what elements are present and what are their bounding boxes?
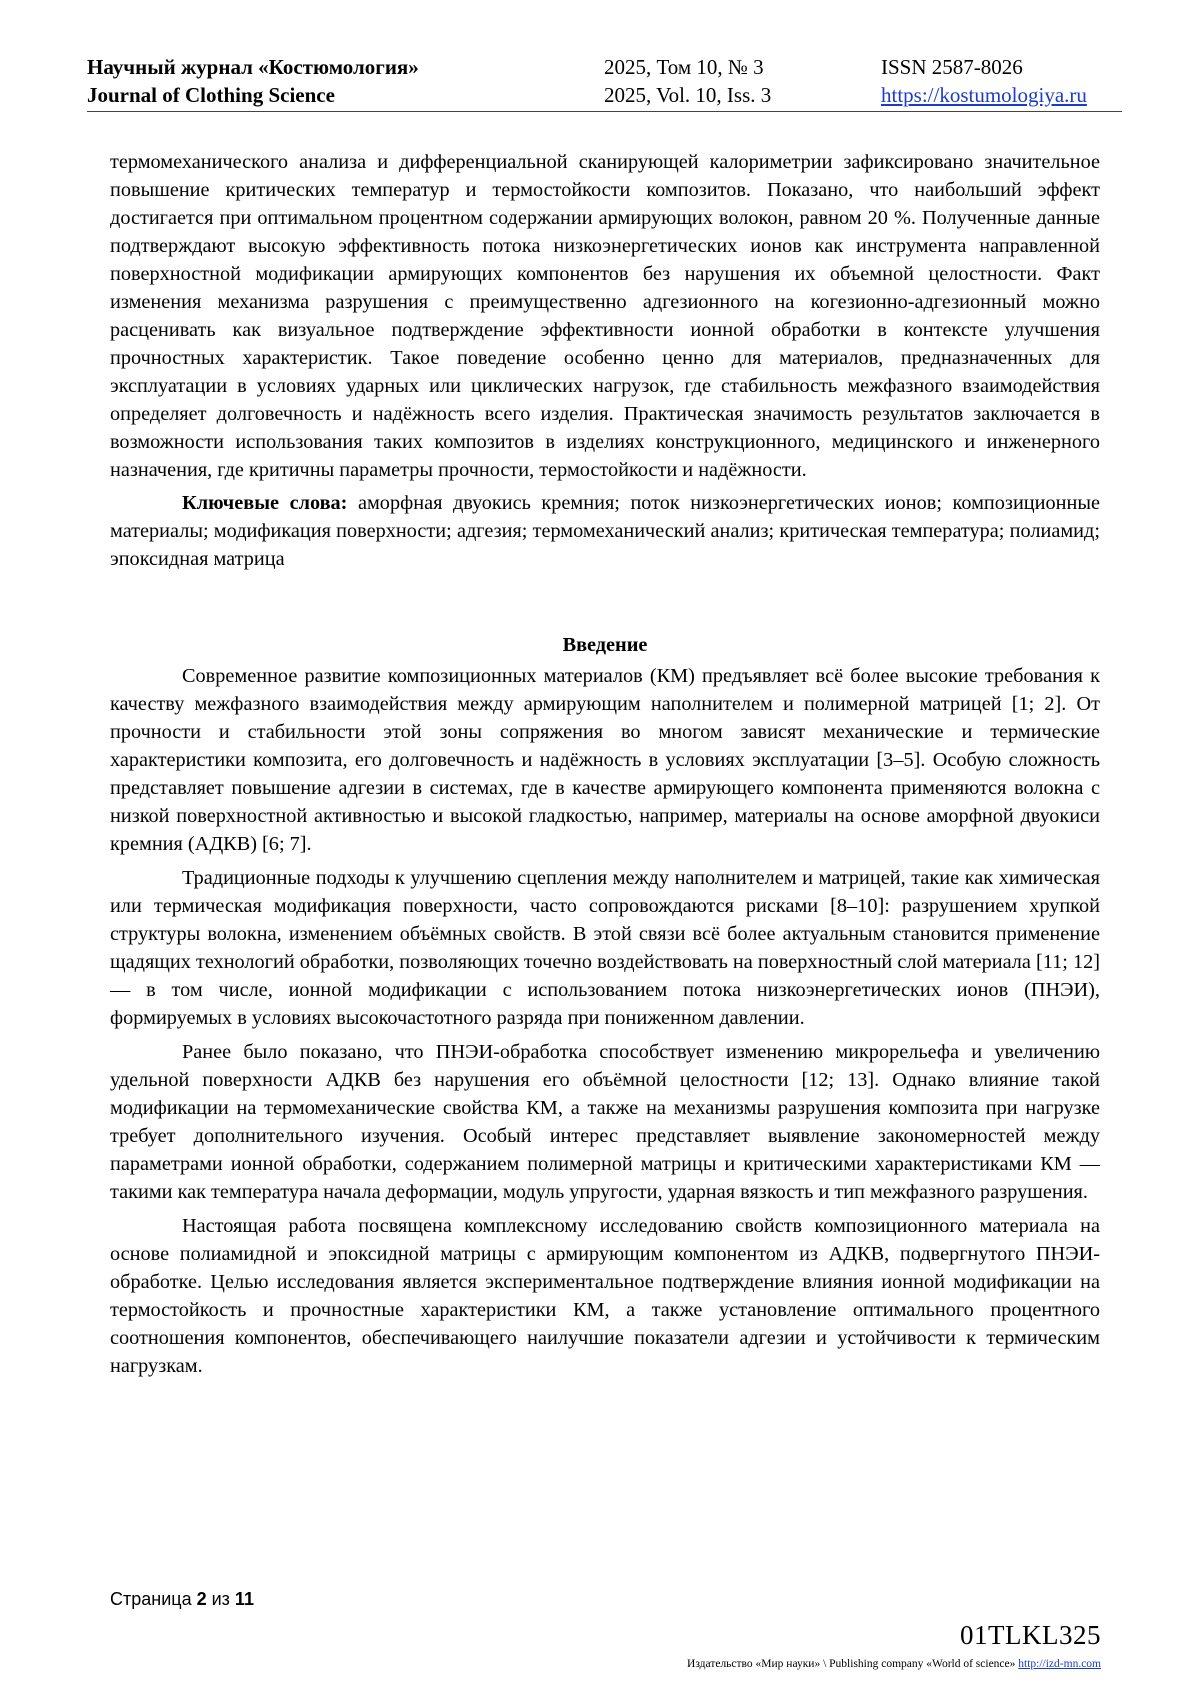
issue-ru: 2025, Том 10, № 3 <box>604 55 764 79</box>
page-number <box>110 1589 254 1610</box>
publisher-line <box>687 1658 1101 1670</box>
journal-title <box>87 53 419 109</box>
publisher-name: Издательство «Мир науки» \ Publishing company «World of science» <box>687 1658 1019 1670</box>
keywords-text: аморфная двуокись кремния; поток низкоэнергетических ионов; композиционные материалы; модификация поверхности; адгезия; термомеханический анализ; критическая температура; полиамид; эпоксидная матрица <box>110 492 1100 570</box>
section-title-introduction: Введение <box>562 634 648 656</box>
keywords-label: Ключевые слова: <box>182 492 348 514</box>
article-body <box>110 148 1100 1380</box>
issn: ISSN 2587-8026 <box>881 55 1023 79</box>
intro-paragraph: Современное развитие композиционных материалов (КМ) предъявляет всё более высокие требования к качеству межфазного взаимодействия между армирующим наполнителем и полимерной матрицей [1; 2]. От прочности и стабильности этой зоны сопряжения во многом зависят механические и термические характеристики композита, его долговечность и надёжность в условиях эксплуатации [3–5]. Особую сложность представляет повышение адгезии в системах, где в качестве армирующего компонента применяются волокна с низкой поверхностной активностью и высокой гладкостью, например, материалы на основе аморфной двуокиси кремния (АДКВ) [6; 7]. <box>110 665 1100 855</box>
journal-url-link[interactable]: https://kostumologiya.ru <box>881 83 1087 107</box>
page-header <box>87 53 1122 113</box>
intro-paragraph: Ранее было показано, что ПНЭИ-обработка способствует изменению микрорельефа и увеличению удельной поверхности АДКВ без нарушения его объёмной целостности [12; 13]. Однако влияние такой модификации на термомеханические свойства КМ, а также на механизмы разрушения композита при нагрузке требует дополнительного изучения. Особый интерес представляет выявление закономерностей между параметрами ионной обработки, содержанием полимерной матрицы и критическими характеристиками КМ — такими как температура начала деформации, модуль упругости, ударная вязкость и тип межфазного разрушения. <box>110 1041 1100 1203</box>
article-code: 01TLKL325 <box>960 1620 1101 1650</box>
intro-paragraph: Традиционные подходы к улучшению сцепления между наполнителем и матрицей, такие как химическая или термическая модификация поверхности, часто сопровождаются рисками [8–10]: разрушением хрупкой структуры волокна, изменением объёмных свойств. В этой связи всё более актуальным становится применение щадящих технологий обработки, позволяющих точечно воздействовать на поверхностный слой материала [11; 12] — в том числе, ионной модификации с использованием потока низкоэнергетических ионов (ПНЭИ), формируемых в условиях высокочастотного разряда при пониженном давлении. <box>110 867 1100 1029</box>
issue-en: 2025, Vol. 10, Iss. 3 <box>604 83 772 107</box>
page-mid: из <box>206 1589 235 1609</box>
page-current: 2 <box>196 1589 207 1609</box>
issue-info <box>604 53 771 109</box>
journal-title-en: Journal of Clothing Science <box>87 83 335 107</box>
keywords <box>110 489 1100 573</box>
publisher-url-link[interactable]: http://izd-mn.com <box>1018 1658 1101 1670</box>
page-total: 11 <box>234 1589 254 1609</box>
issn-block <box>881 53 1087 109</box>
header-divider <box>87 111 1122 112</box>
page-prefix: Страница <box>110 1589 197 1609</box>
abstract-continuation: термомеханического анализа и дифференциальной сканирующей калориметрии зафиксировано значительное повышение критических температур и термостойкости композитов. Показано, что наибольший эффект достигается при оптимальном процентном содержании армирующих волокон, равном 20 %. Полученные данные подтверждают высокую эффективность потока низкоэнергетических ионов как инструмента направленной поверхностной модификации армирующих компонентов без нарушения их объемной целостности. Факт изменения механизма разрушения с преимущественно адгезионного на когезионно-адгезионный можно расценивать как визуальное подтверждение эффективности ионной обработки в контексте улучшения прочностных характеристик. Такое поведение особенно ценно для материалов, предназначенных для эксплуатации в условиях ударных или циклических нагрузок, где стабильность межфазного взаимодействия определяет долговечность и надёжность всего изделия. Практическая значимость результатов заключается в возможности использования таких композитов в изделиях конструкционного, медицинского и инженерного назначения, где критичны параметры прочности, термостойкости и надёжности. <box>110 151 1100 481</box>
intro-paragraph: Настоящая работа посвящена комплексному исследованию свойств композиционного материала на основе полиамидной и эпоксидной матрицы с армирующим компонентом из АДКВ, подвергнутого ПНЭИ-обработке. Целью исследования является экспериментальное подтверждение влияния ионной модификации на термостойкость и прочностные характеристики КМ, а также установление оптимального процентного соотношения компонентов, обеспечивающего наилучшие показатели адгезии и устойчивости к термическим нагрузкам. <box>110 1215 1100 1377</box>
journal-title-ru: Научный журнал «Костюмология» <box>87 55 419 79</box>
